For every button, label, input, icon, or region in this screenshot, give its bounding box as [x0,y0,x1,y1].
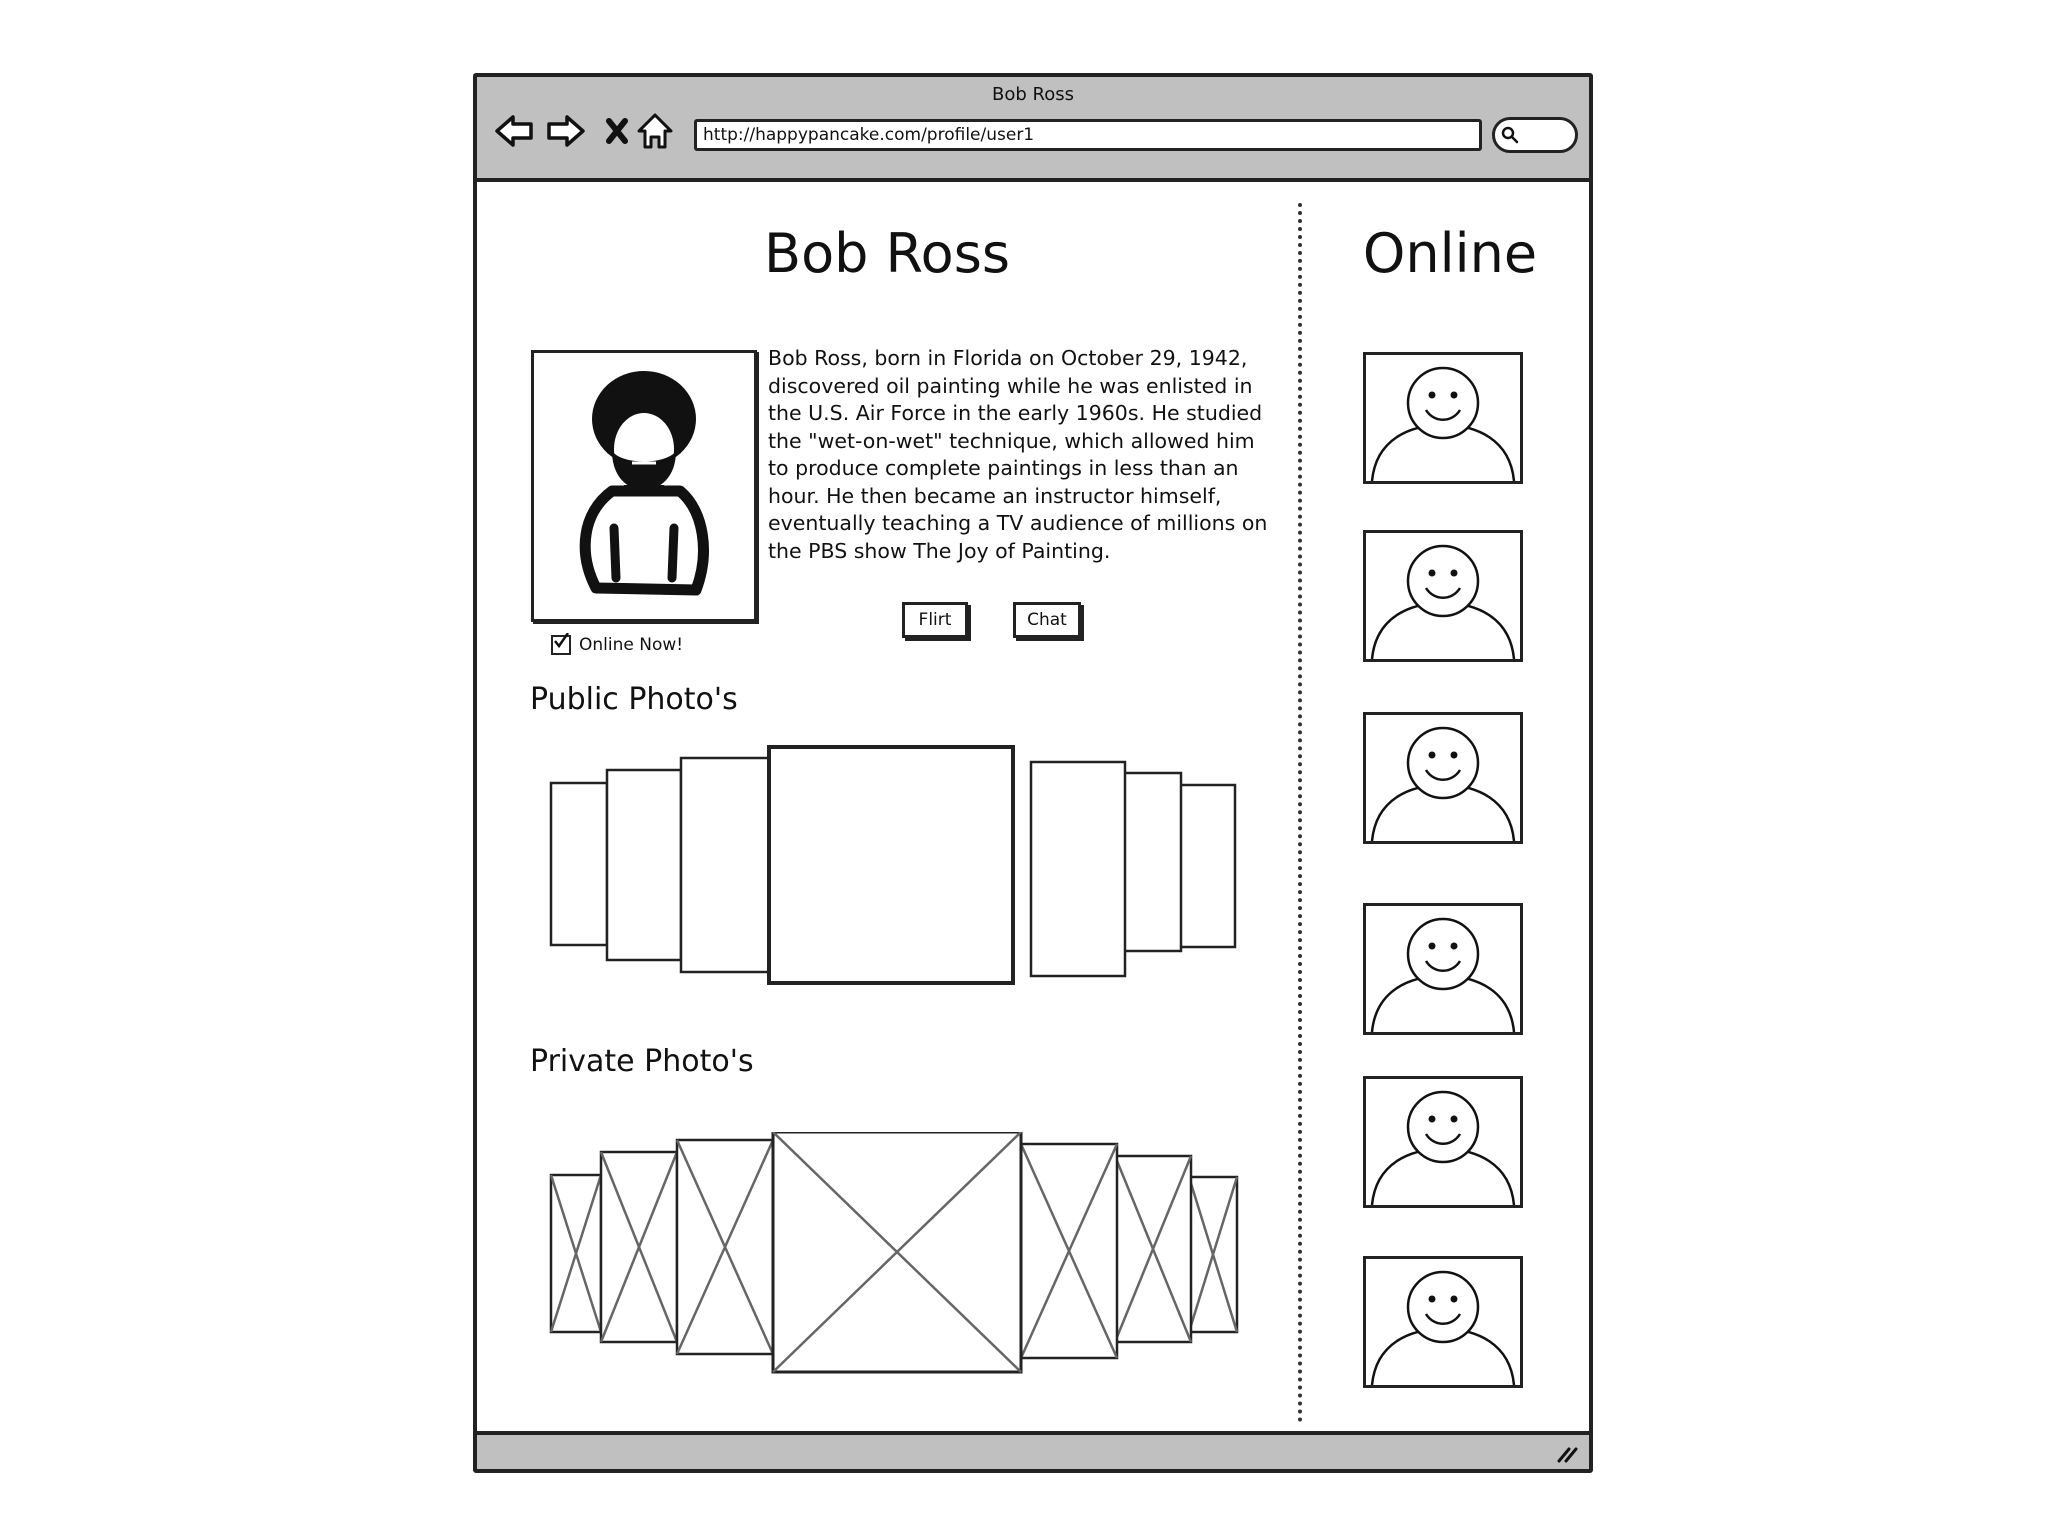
private-photo-placeholder [1189,1177,1237,1332]
online-user-thumbnail[interactable] [1363,1076,1523,1208]
profile-avatar [531,350,757,622]
chat-button[interactable]: Chat [1013,602,1081,638]
user-smiley-icon [1366,906,1520,1032]
public-photo [551,783,607,945]
search-icon [1501,126,1519,144]
user-smiley-icon [1366,1079,1520,1205]
private-photo-placeholder [551,1175,601,1332]
public-photos-carousel[interactable] [549,745,1239,995]
profile-bio: Bob Ross, born in Florida on October 29, 1942, discovered oil painting while he was enlisted in the U.S. Air Force in the early 1960s. He studied the "wet-on-wet" technique, which allowed him to produce complete paintings in less than an hour. He then became an instructor himself, eventually teaching a TV audience of millions on the PBS show The Joy of Painting. [768,346,1268,563]
private-photo-placeholder [1021,1144,1117,1358]
private-photo-featured-placeholder [773,1132,1021,1372]
search-field[interactable] [1492,117,1578,153]
sidebar-divider [1298,203,1302,1423]
private-photo-placeholder [677,1140,773,1354]
checkmark-icon [553,633,569,649]
online-users-heading: Online [1362,222,1538,285]
online-user-thumbnail[interactable] [1363,352,1523,484]
user-avatar-icon [534,353,754,619]
online-user-thumbnail[interactable] [1363,903,1523,1035]
public-photo [681,758,769,972]
browser-toolbar [477,77,1589,182]
private-photos-carousel[interactable] [549,1132,1239,1382]
back-arrow-icon[interactable] [493,109,537,153]
private-photo-placeholder [1115,1156,1191,1342]
browser-status-bar [477,1431,1589,1469]
private-photo-placeholder [601,1152,677,1342]
public-photo [607,770,681,960]
private-photos-heading: Private Photo's [530,1044,754,1079]
forward-arrow-icon[interactable] [543,109,587,153]
window-title: Bob Ross [992,84,1074,105]
public-photo [1117,773,1181,951]
user-smiley-icon [1366,533,1520,659]
public-photo [1179,785,1235,947]
browser-window [473,73,1593,1473]
profile-name-heading: Bob Ross [764,222,1010,285]
user-smiley-icon [1366,715,1520,841]
user-smiley-icon [1366,1259,1520,1385]
online-user-thumbnail[interactable] [1363,530,1523,662]
online-user-thumbnail[interactable] [1363,1256,1523,1388]
online-now-status [551,635,683,655]
user-smiley-icon [1366,355,1520,481]
public-photo [1031,762,1125,976]
url-input[interactable]: http://happypancake.com/profile/user1 [694,119,1482,151]
online-user-thumbnail[interactable] [1363,712,1523,844]
online-now-checkbox[interactable] [551,635,571,655]
public-photos-heading: Public Photo's [530,682,738,717]
resize-grip-icon[interactable] [1555,1445,1579,1463]
flirt-button[interactable]: Flirt [902,602,968,638]
online-now-label: Online Now! [579,635,684,655]
home-icon[interactable] [633,109,677,153]
public-photo-featured [769,747,1013,983]
